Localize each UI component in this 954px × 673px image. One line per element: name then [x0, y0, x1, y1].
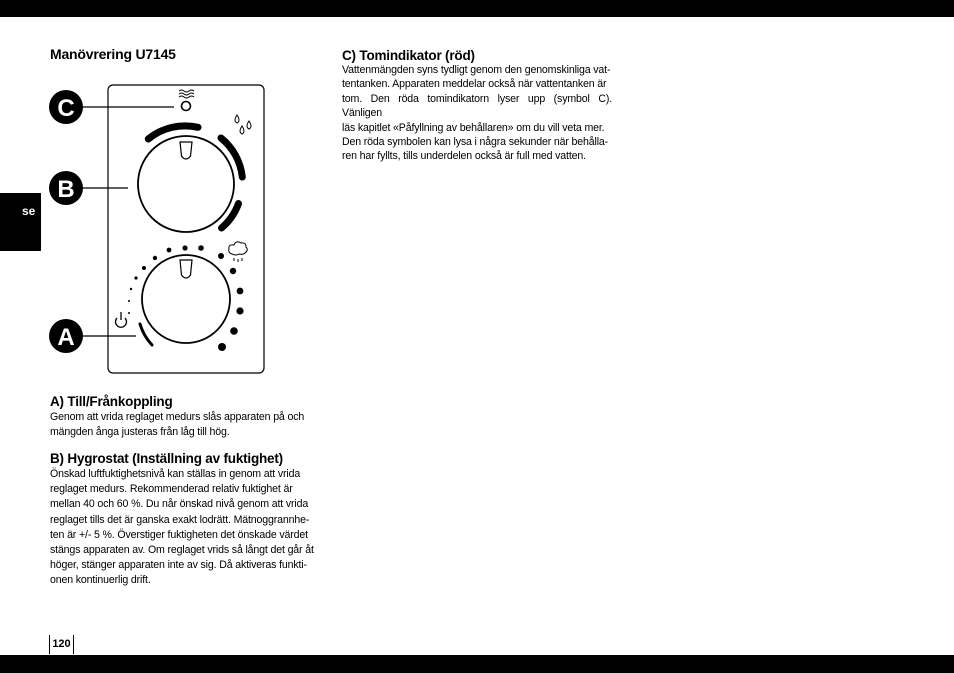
page-title: Manövrering U7145 [50, 46, 176, 62]
section-a-heading: A) Till/Frånkoppling [50, 394, 173, 409]
section-c-line: ren har fyllts, tills underdelen också är full med vatten. [342, 150, 586, 163]
label-c: C [57, 95, 75, 122]
section-a-line: Genom att vrida reglaget medurs slås apparaten på och [50, 411, 305, 423]
section-c-line: Den röda symbolen kan lysa i några sekunder när behålla- [342, 136, 609, 149]
label-badge-b [49, 171, 83, 205]
section-b-line: höger, stänger apparaten inte av sig. Då aktiveras funkti- [50, 559, 307, 572]
empty-indicator-light [182, 102, 191, 111]
language-tab-label: se [22, 204, 36, 218]
section-c-heading: C) Tomindikator (röd) [342, 48, 475, 63]
section-c-text [342, 63, 612, 164]
section-b-heading: B) Hygrostat (Inställning av fuktighet) [50, 451, 283, 466]
steam-cloud-icon [229, 242, 247, 262]
label-a: A [57, 324, 75, 351]
section-b-line: Önskad luftfuktighetsnivå kan ställas in genom att vrida [50, 468, 301, 480]
section-b-line: reglaget medurs. Rekommenderad relativ fuktighet är [50, 483, 293, 496]
label-badge-a [49, 319, 83, 353]
section-c-line: tom. Den röda tomindikatorn lyser upp (symbol C). Vänligen [342, 92, 612, 120]
section-c-line: Vattenmängden syns tydligt genom den genomskinliga vat- [342, 64, 611, 76]
page-number: 120 [49, 635, 74, 654]
section-c-line: tentanken. Apparaten meddelar också när vattentanken är [342, 78, 607, 91]
section-b-text [50, 467, 319, 589]
label-badge-c [49, 90, 83, 124]
water-drops-icon [235, 115, 251, 134]
section-b-line: reglaget tills det är ganska exakt lodrätt. Mätnoggrannhe- [50, 513, 310, 526]
section-b-line: onen kontinuerlig drift. [50, 574, 151, 587]
section-a-text [50, 410, 319, 440]
steam-waves-icon [179, 90, 194, 98]
power-icon [116, 312, 127, 327]
power-steam-knob [142, 255, 230, 343]
section-a-line: mängden ånga justeras från låg till hög. [50, 426, 230, 439]
label-b: B [57, 176, 75, 203]
power-off-arc [140, 324, 152, 345]
section-b-line: stängs apparaten av. Om reglaget vrids så långt det går åt [50, 544, 314, 557]
hygrostat-knob [138, 136, 234, 232]
section-b-line: ten är +/- 5 %. Överstiger fuktigheten det önskade värdet [50, 528, 308, 541]
section-c-line: läs kapitlet «Påfyllning av behållaren» om du vill veta mer. [342, 121, 605, 134]
section-b-line: mellan 40 och 60 %. Du når önskad nivå genom att vrida [50, 498, 309, 511]
